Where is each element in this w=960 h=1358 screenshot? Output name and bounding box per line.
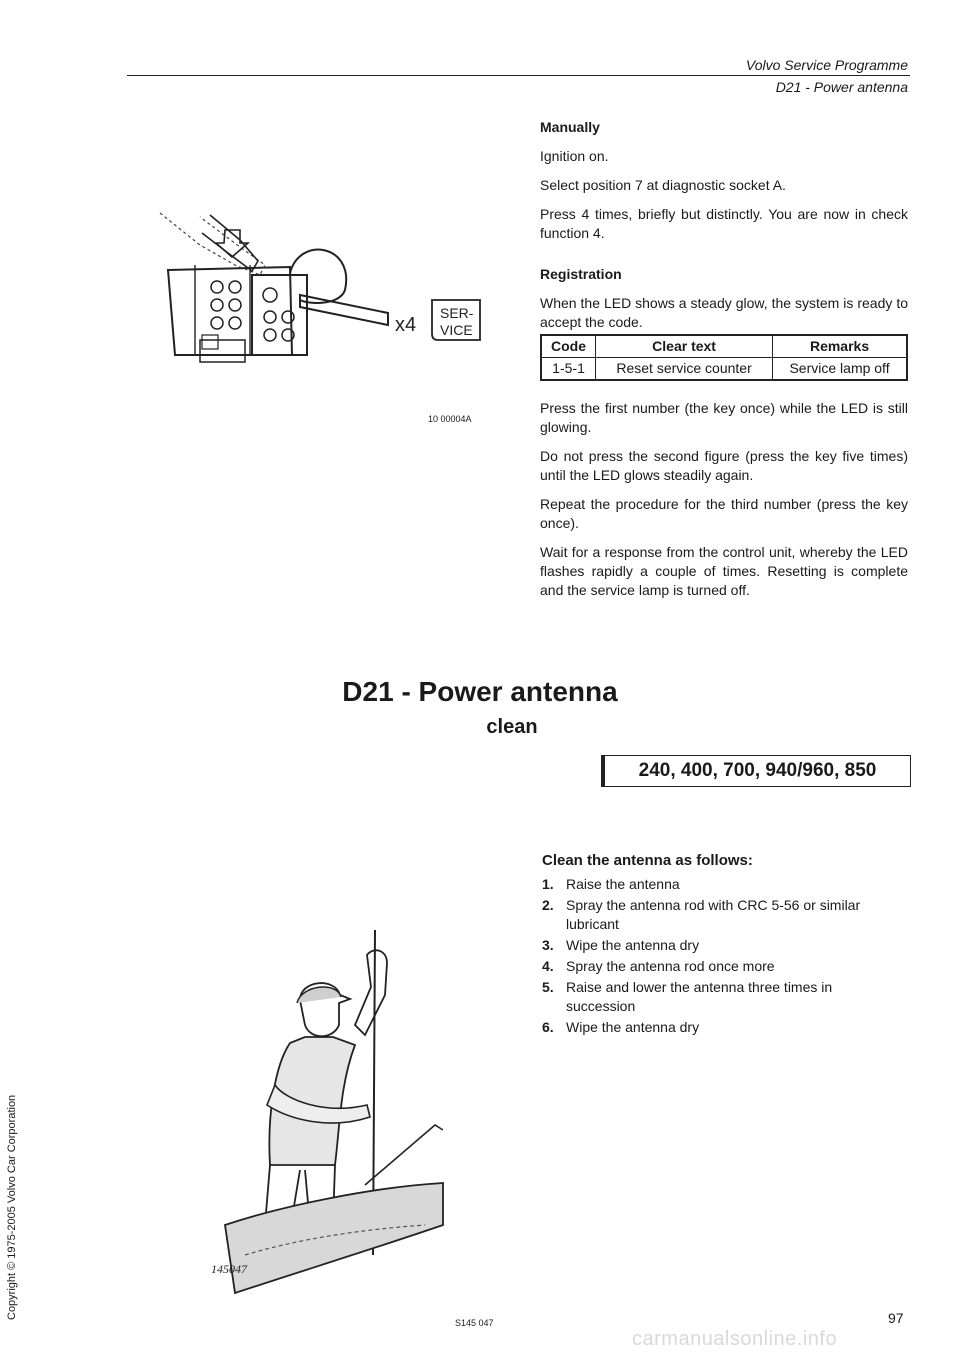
registration-p2: Press the first number (the key once) while the LED is still glowing.	[540, 400, 908, 435]
manual-section	[540, 118, 908, 253]
list-item: 4. Spray the antenna rod once more	[542, 958, 775, 974]
list-item: 3. Wipe the antenna dry	[542, 937, 700, 953]
page-number: 97	[888, 1310, 904, 1326]
model-applicability-box: 240, 400, 700, 940/960, 850	[601, 755, 911, 787]
registration-p5: Wait for a response from the control unit, whereby the LED flashes rapidly a couple of times. Resetting is complete and the service lamp is turned off.	[540, 544, 908, 598]
figure1-caption: 10 00004A	[428, 414, 472, 424]
list-item: 5. Raise and lower the antenna three times in succession	[542, 979, 833, 1014]
diagnostic-socket-illustration	[140, 195, 500, 375]
antenna-cleaning-illustration	[205, 925, 445, 1310]
manual-p1: Ignition on.	[540, 148, 609, 164]
manual-heading: Manually	[540, 119, 600, 135]
code-table	[540, 334, 908, 381]
header-rule	[127, 75, 910, 76]
cell-code: 1-5-1	[541, 358, 596, 381]
registration-section	[540, 265, 908, 381]
diagnostic-socket-figure	[140, 195, 500, 375]
manual-p2: Select position 7 at diagnostic socket A.	[540, 177, 786, 193]
registration-heading: Registration	[540, 266, 622, 282]
header-subtitle: D21 - Power antenna	[775, 79, 908, 95]
clean-heading: Clean the antenna as follows:	[542, 852, 753, 869]
col-code: Code	[541, 335, 596, 358]
figure2-inset-label: 145047	[211, 1262, 247, 1276]
clean-steps-list	[542, 875, 882, 1039]
col-remarks: Remarks	[773, 335, 907, 358]
col-clear-text: Clear text	[596, 335, 773, 358]
registration-steps	[540, 399, 908, 610]
press-count-label: x4	[395, 314, 417, 336]
section-subtitle: clean	[486, 716, 538, 738]
table-row	[541, 358, 907, 381]
watermark: carmanualsonline.info	[632, 1328, 838, 1350]
service-button-label-2: VICE	[440, 322, 473, 338]
list-item: 6. Wipe the antenna dry	[542, 1019, 700, 1035]
list-item: 1. Raise the antenna	[542, 876, 680, 892]
figure2-caption: S145 047	[455, 1318, 494, 1328]
list-item: 2. Spray the antenna rod with CRC 5-56 or similar lubricant	[542, 897, 861, 932]
code-table-header	[541, 335, 907, 358]
registration-p4: Repeat the procedure for the third number (press the key once).	[540, 496, 908, 531]
manual-p3: Press 4 times, briefly but distinctly. You are now in check function 4.	[540, 206, 908, 241]
copyright-notice: Copyright © 1975-2005 Volvo Car Corporation	[6, 1094, 18, 1320]
antenna-cleaning-figure	[205, 925, 445, 1310]
cell-clear-text: Reset service counter	[596, 358, 773, 381]
registration-p1: When the LED shows a steady glow, the system is ready to accept the code.	[540, 295, 908, 330]
header-title: Volvo Service Programme	[745, 57, 908, 73]
section-title: D21 - Power antenna	[342, 676, 618, 707]
registration-p3: Do not press the second figure (press the key five times) until the LED glows steadily again.	[540, 448, 908, 483]
service-button-label-1: SER-	[440, 305, 474, 321]
cell-remarks: Service lamp off	[773, 358, 907, 381]
